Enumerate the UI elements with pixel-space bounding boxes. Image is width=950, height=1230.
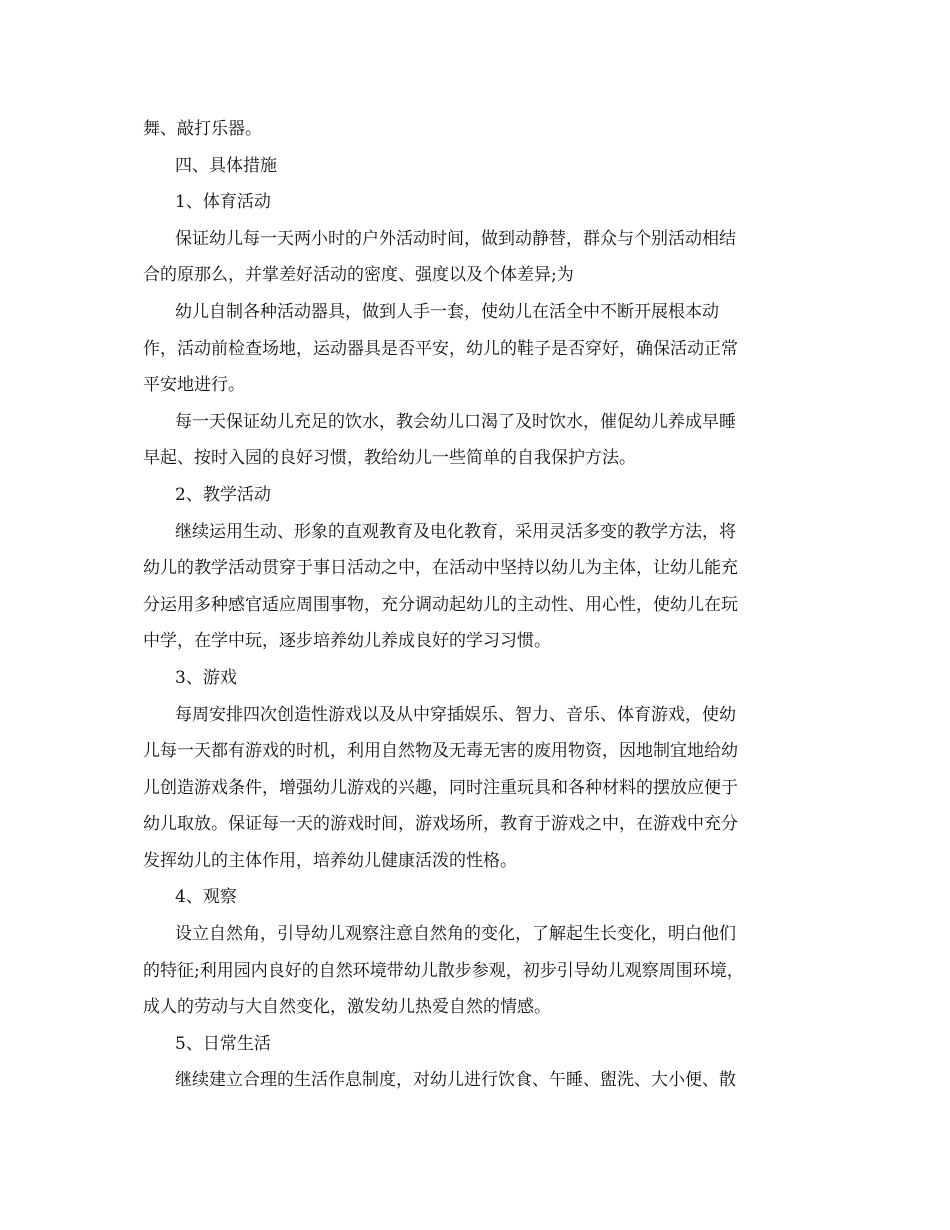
text-line: 继续建立合理的生活作息制度，对幼儿进行饮食、午睡、盥洗、大小便、散 bbox=[175, 1070, 736, 1091]
text-line: 发挥幼儿的主体作用，培养幼儿健康活泼的性格。 bbox=[143, 850, 517, 871]
text-line: 中学，在学中玩，逐步培养幼儿养成良好的学习习惯。 bbox=[143, 631, 551, 652]
text-line: 2、教学活动 bbox=[175, 484, 271, 505]
text-line: 儿创造游戏条件，增强幼儿游戏的兴趣，同时注重玩具和各种材料的摆放应便于 bbox=[143, 777, 738, 798]
text-line: 幼儿取放。保证每一天的游戏时间，游戏场所，教育于游戏之中，在游戏中充分 bbox=[143, 814, 738, 835]
text-line: 早起、按时入园的良好习惯，教给幼儿一些简单的自我保护方法。 bbox=[143, 448, 636, 469]
document-body bbox=[143, 111, 807, 1099]
text-line: 平安地进行。 bbox=[143, 375, 245, 396]
text-line: 继续运用生动、形象的直观教育及电化教育，采用灵活多变的教学方法，将 bbox=[175, 521, 736, 542]
text-line: 作，活动前检查场地，运动器具是否平安，幼儿的鞋子是否穿好，确保活动正常 bbox=[143, 338, 738, 359]
text-line: 舞、敲打乐器。 bbox=[143, 119, 262, 139]
text-line: 幼儿的教学活动贯穿于事日活动之中，在活动中坚持以幼儿为主体，让幼儿能充 bbox=[143, 558, 738, 579]
text-line: 每周安排四次创造性游戏以及从中穿插娱乐、智力、音乐、体育游戏，使幼 bbox=[175, 704, 736, 725]
text-line: 每一天保证幼儿充足的饮水，教会幼儿口渴了及时饮水，催促幼儿养成早睡 bbox=[175, 411, 736, 432]
text-line: 1、体育活动 bbox=[175, 192, 271, 213]
text-line: 3、游戏 bbox=[175, 667, 237, 688]
text-line: 分运用多种感官适应周围事物，充分调动起幼儿的主动性、用心性，使幼儿在玩 bbox=[143, 594, 738, 615]
text-line: 5、日常生活 bbox=[175, 1033, 271, 1054]
text-line: 成人的劳动与大自然变化，激发幼儿热爱自然的情感。 bbox=[143, 997, 551, 1018]
text-line: 4、观察 bbox=[175, 887, 237, 908]
text-line: 保证幼儿每一天两小时的户外活动时间，做到动静替，群众与个别活动相结 bbox=[175, 228, 736, 249]
text-line: 幼儿自制各种活动器具，做到人手一套，使幼儿在活全中不断开展根本动 bbox=[175, 301, 719, 322]
text-line: 儿每一天都有游戏的时机，利用自然物及无毒无害的废用物资，因地制宜地给幼 bbox=[143, 741, 738, 762]
text-line: 的特征;利用园内良好的自然环境带幼儿散步参观，初步引导幼儿观察周围环境， bbox=[143, 960, 744, 981]
text-line: 四、具体措施 bbox=[175, 155, 277, 176]
text-line: 合的原那么，并掌差好活动的密度、强度以及个体差异;为 bbox=[143, 265, 574, 286]
text-line: 设立自然角，引导幼儿观察注意自然角的变化，了解起生长变化，明白他们 bbox=[175, 924, 736, 945]
